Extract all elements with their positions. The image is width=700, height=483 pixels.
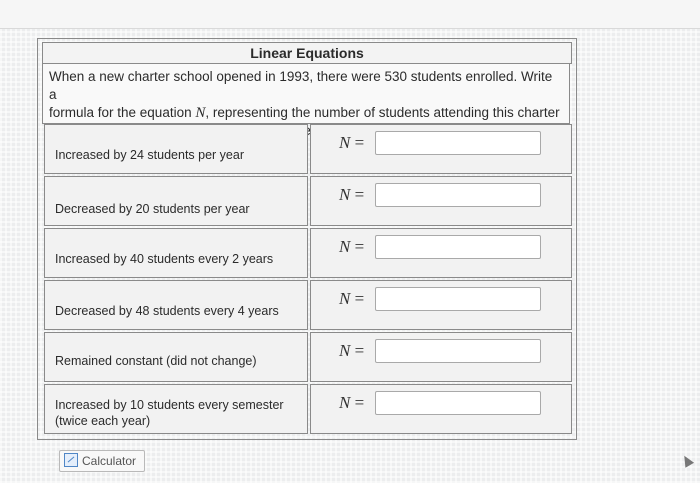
prompt-line-2 xyxy=(49,104,563,122)
equation-label: N = xyxy=(339,341,365,360)
answer-input[interactable] xyxy=(375,339,541,363)
answer-input[interactable] xyxy=(375,183,541,207)
answer-input[interactable] xyxy=(375,235,541,259)
prompt-line-2-end: , representing the number of students attending this charter xyxy=(205,105,560,120)
calculator-button[interactable] xyxy=(59,450,145,472)
answer-input[interactable] xyxy=(375,287,541,311)
equation-variable: N xyxy=(339,393,351,412)
equation-variable: N xyxy=(339,341,351,360)
equation-variable: N xyxy=(339,185,351,204)
table-row xyxy=(42,384,572,436)
table-row xyxy=(42,124,572,176)
panel-title: Linear Equations xyxy=(42,42,572,64)
row-answer-cell xyxy=(310,228,572,278)
prompt-line-2-start: formula for the equation xyxy=(49,105,196,120)
row-label xyxy=(55,397,284,429)
equation-label: N = xyxy=(339,393,365,412)
equation-label: N = xyxy=(339,185,365,204)
row-label: Decreased by 20 students per year xyxy=(55,202,250,216)
equation-variable: N xyxy=(339,133,351,152)
mouse-cursor-icon xyxy=(680,453,694,468)
equation-variable: N xyxy=(339,289,351,308)
row-label-cell xyxy=(44,332,308,382)
equation-label: N = xyxy=(339,133,365,152)
calculator-label: Calculator xyxy=(82,454,137,468)
answer-table xyxy=(42,124,572,436)
row-answer-cell xyxy=(310,332,572,382)
row-label-line-1: Increased by 10 students every semester xyxy=(55,398,284,412)
row-label: Increased by 24 students per year xyxy=(55,148,245,162)
table-row xyxy=(42,228,572,280)
row-answer-cell xyxy=(310,176,572,226)
table-row xyxy=(42,332,572,384)
equation-variable: N xyxy=(339,237,351,256)
variable-n: N xyxy=(195,105,206,121)
row-label-cell xyxy=(44,124,308,174)
row-label: Remained constant (did not change) xyxy=(55,354,257,368)
row-label-cell xyxy=(44,228,308,278)
answer-input[interactable] xyxy=(375,391,541,415)
row-label-cell xyxy=(44,384,308,434)
row-answer-cell xyxy=(310,280,572,330)
row-label-cell xyxy=(44,176,308,226)
row-answer-cell xyxy=(310,384,572,434)
table-row xyxy=(42,176,572,228)
linear-equations-panel xyxy=(37,38,577,440)
calculator-icon xyxy=(64,453,78,467)
row-label-line-2: (twice each year) xyxy=(55,414,151,428)
browser-top-bar xyxy=(0,0,700,29)
equation-label: N = xyxy=(339,289,365,308)
prompt-line-1: When a new charter school opened in 1993, there were 530 students enrolled. Write a xyxy=(49,69,553,102)
row-label: Decreased by 48 students every 4 years xyxy=(55,304,279,318)
row-answer-cell xyxy=(310,124,572,174)
table-row xyxy=(42,280,572,332)
equation-label: N = xyxy=(339,237,365,256)
question-prompt xyxy=(42,64,570,124)
answer-input[interactable] xyxy=(375,131,541,155)
row-label-cell xyxy=(44,280,308,330)
row-label: Increased by 40 students every 2 years xyxy=(55,252,274,266)
